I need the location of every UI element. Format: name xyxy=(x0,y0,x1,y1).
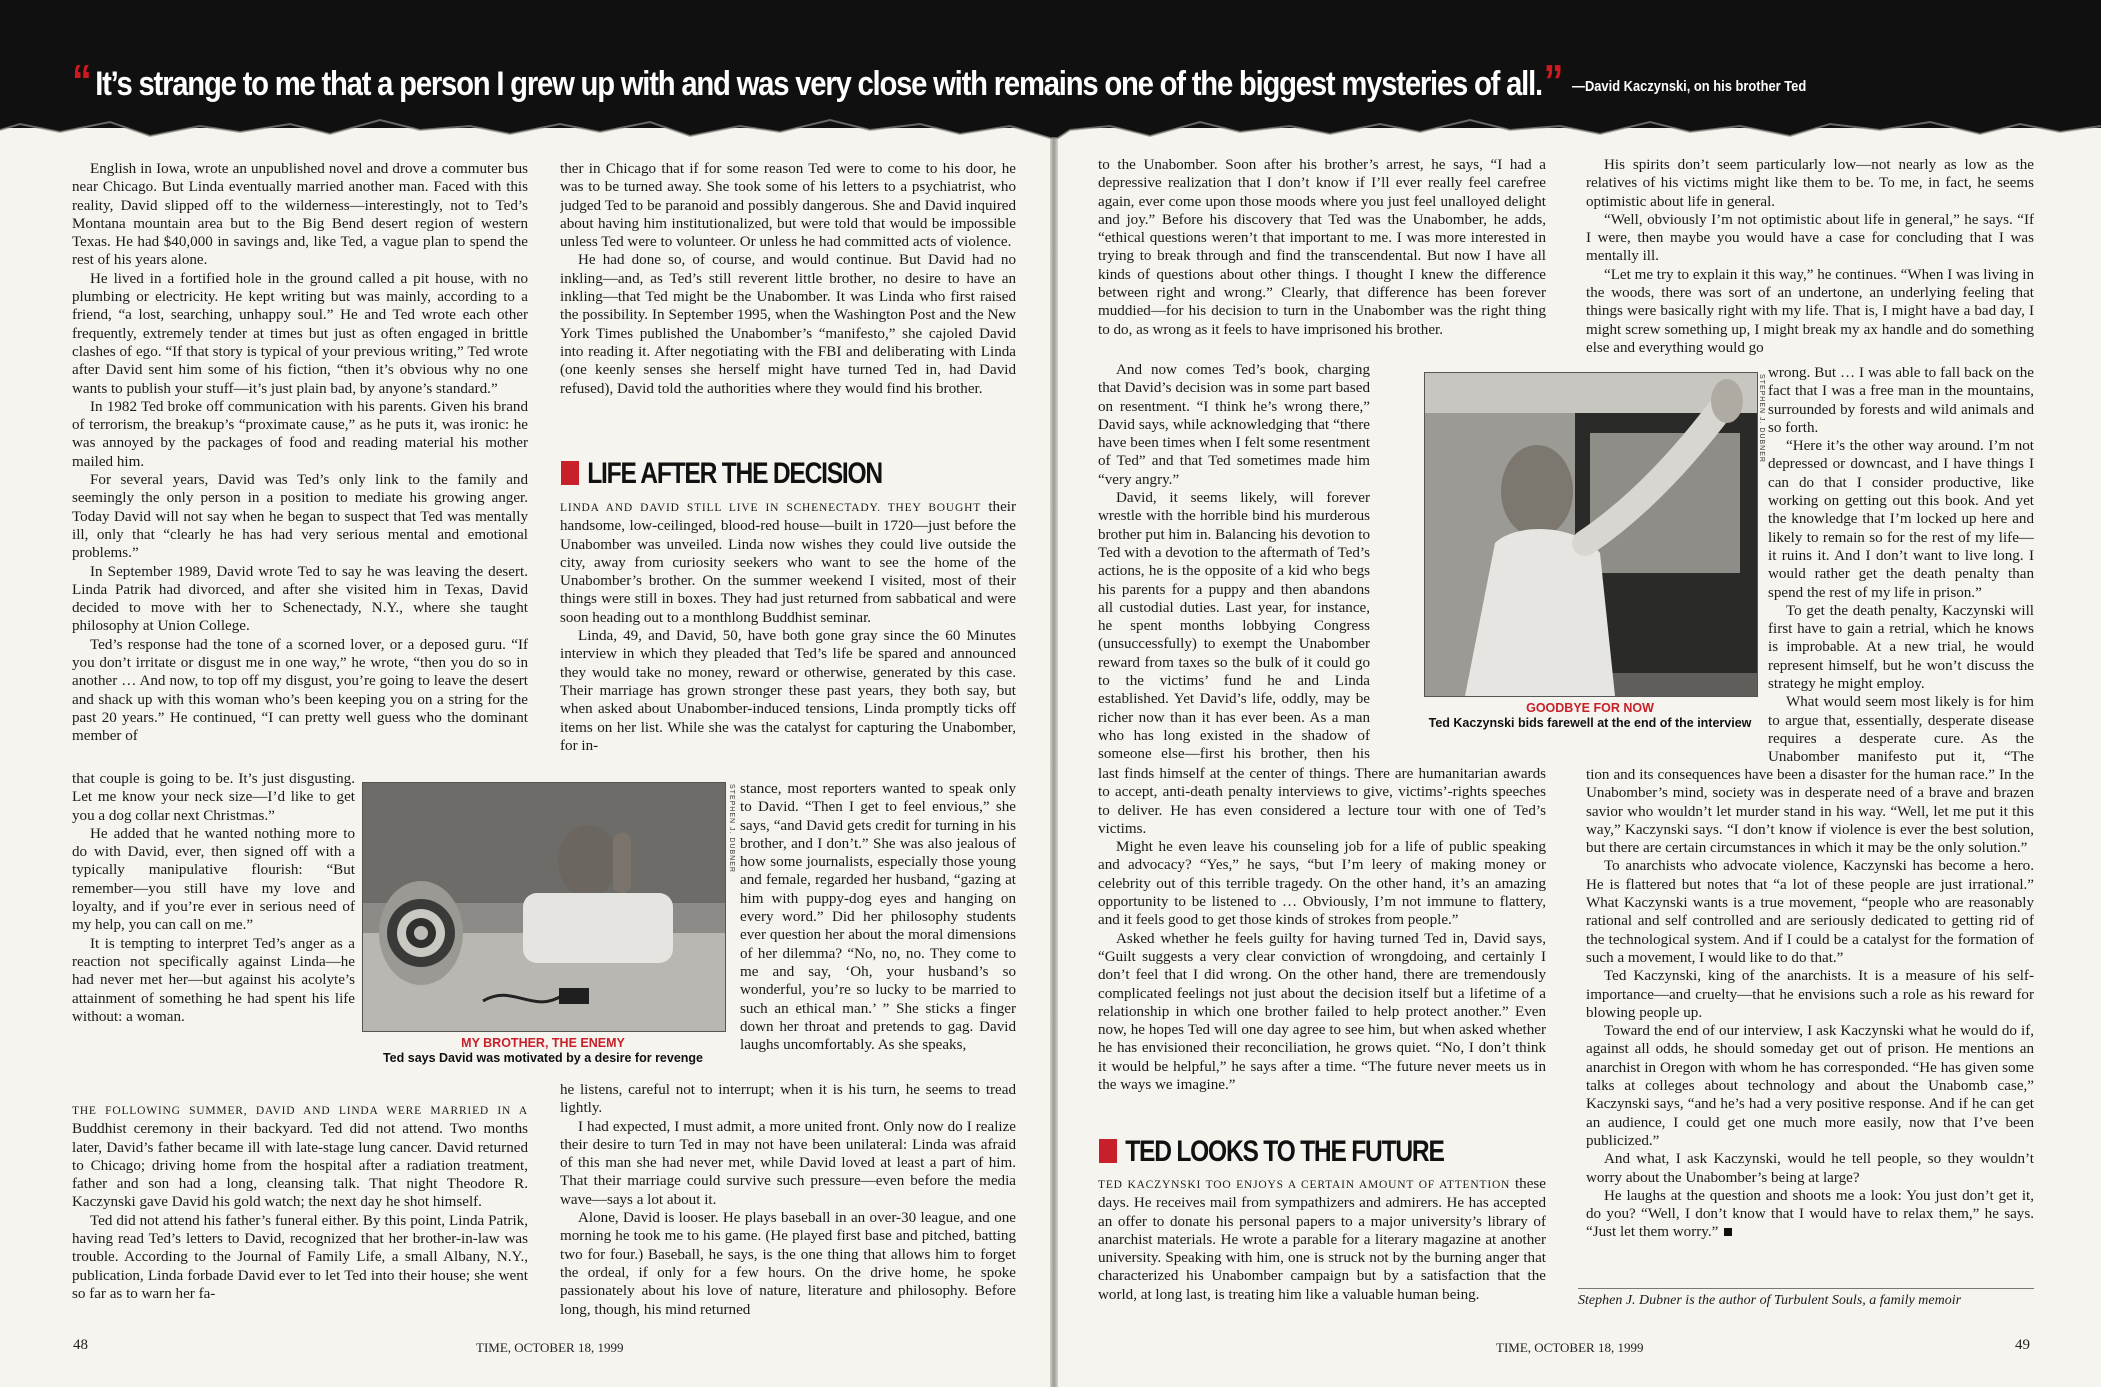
article-paragraph: wrong. But … I was able to fall back on the fact that I was a free man in the mountains, surrounded by forests and wild animals and so forth. xyxy=(1768,365,2034,436)
column-3-bottom xyxy=(1098,765,1546,1121)
caption-heading: GOODBYE FOR NOW xyxy=(1526,701,1654,715)
article-paragraph: Ted’s response had the tone of a scorned lover, or a deposed guru. “If you don’t irritate or disgust me in one way,” he wrote, “then you do so in another … And now, to top off my disgust, you’re going to leave the desert and shack up with this woman who’s been keeping you on a string for the past 20 years.” He continued, “I can pretty well guess who the dominant member of xyxy=(72,636,528,745)
pull-quote-text: It’s strange to me that a person I grew up with and was very close with remains one of the biggest mysteries of all. xyxy=(95,65,1542,103)
column-1-bottom xyxy=(72,1101,528,1329)
article-paragraph: Ted Kaczynski, king of the anarchists. It is a measure of his self-importance—and cruelty—that he envisions such a role as his reward for blowing people up. xyxy=(1586,968,2034,1021)
article-paragraph: Ted did not attend his father’s funeral either. By this point, Linda Patrik, having read Ted’s letters to David, recognized that her brother-in-law was trouble. According to the Journal of Family Life, a small Albany, N.Y., publication, Linda forbade David ever to let Ted into their house; she went so far as to warn her fa- xyxy=(72,1212,528,1302)
photo-caption xyxy=(362,1036,724,1066)
page-gutter xyxy=(1050,0,1058,1387)
torn-paper-edge xyxy=(0,112,2101,146)
article-paragraph: It is tempting to interpret Ted’s anger as a reaction not specifically against Linda—he had never met her—but against his acolyte’s attainment of something he had spent his life without: a woman. xyxy=(72,935,355,1025)
article-paragraph: To get the death penalty, Kaczynski will first have to gain a retrial, which he knows is improbable. At a new trial, he would represent himself, but he won’t discuss the strategy he might employ. xyxy=(1768,602,2034,693)
article-paragraph: His spirits don’t seem particularly low—not nearly as low as the relatives of his victims might like them to be. To me, in fact, he seems optimistic about life in general. xyxy=(1586,157,2034,210)
page-left xyxy=(0,0,1050,1387)
article-paragraph: He added that he wanted nothing more to do with David, ever, then signed off with a typically manipulative flourish: “But remember—you still have my love and loyalty, and if you’re ever in serious need of my help, you can call on me.” xyxy=(72,825,355,934)
open-quote-icon: “ xyxy=(72,55,89,107)
article-paragraph: In September 1989, David wrote Ted to say he was leaving the desert. Linda Patrik had divorced, and after she visited him in Texas, David decided to move with her to Schenectady, N.Y., where she taught philosophy at Union College. xyxy=(72,563,528,635)
article-paragraph-text: their handsome, low-ceilinged, blood-red house—built in 1720—just before the Unabomber was unveiled. Linda now wishes they could live outside the city, away from curiosity seekers who want to see the home of the Unabomber’s brother. On the summer weekend I visited, most of their things were still in boxes. They had just returned from sabbatical and were soon heading out to a monthlong Buddhist seminar. xyxy=(560,499,1016,626)
article-paragraph-text: these days. He receives mail from sympathizers and admirers. He has accepted an offer to donate his personal papers to a major university’s library of anarchist materials. He wrote a parable for a literary magazine at another university. Speaking with him, one is struck not by the burning anger that characterized his Unabomber campaign but by a satisfaction that the world, at long last, is treating him like a valuable human being. xyxy=(1098,1176,1546,1303)
article-paragraph: Alone, David is looser. He plays baseball in an over-30 league, and one morning he took me to his game. (He played first base and pitched, batting two for four.) Baseball, he says, is the one thing that allows him to forget the ordeal, if only for a few hours. On the drive home, he spoke passionately about his love of nature, literature and philosophy. Before long, though, his mind returned xyxy=(560,1210,1016,1318)
column-1-top xyxy=(72,160,528,770)
end-of-story-icon xyxy=(1724,1228,1732,1236)
article-paragraph-text: Buddhist ceremony in their backyard. Ted did not attend. Two months later, David’s father became ill with late-stage lung cancer. David returned to Chicago; driving home from the hospital after a radiation treatment, father and son had a long, cleansing talk. That night Theodore R. Kaczynski gave David his gold watch; the next day he shot himself. xyxy=(72,1121,528,1211)
article-paragraph: And now comes Ted’s book, charging that David’s decision was in some part based on resentment. “I think he’s wrong there,” David says, while acknowledging that “there have been times when I felt some resentment of Ted” and that Ted sometimes made him “very angry.” xyxy=(1098,362,1370,488)
article-paragraph: ther in Chicago that if for some reason Ted were to come to his door, he was to be turned away. She took some of his letters to a psychiatrist, who judged Ted to be paranoid and possibly dangerous. She and David inquired about having him institutionalized, but were told that would be impossible unless Ted were to volunteer. Or unless he had committed acts of violence. xyxy=(560,161,1016,251)
close-quote-icon: ” xyxy=(1543,55,1561,107)
article-paragraph: He laughs at the question and shoots me a look: You just don’t get it, do you? “Well, I don’t know that I would have to relax them,” he says. “Just let them worry.” xyxy=(1586,1187,2034,1241)
column-3-end xyxy=(1098,1175,1546,1323)
column-2-narrow xyxy=(740,780,1016,1080)
column-2-top xyxy=(560,160,1016,435)
photo-david-kaczynski xyxy=(362,782,726,1032)
article-paragraph: Linda, 49, and David, 50, have both gone gray since the 60 Minutes interview in which they pleaded that Ted’s life be spared and announced they would take no money, reward or otherwise, generated by this case. Their marriage has grown stronger these past years, they both say, but when asked about Unabomber-induced tensions, Linda promptly ticks off items on her list. While she was the catalyst for capturing the Unabomber, for in- xyxy=(560,628,1016,754)
article-paragraph: last finds himself at the center of things. There are humanitarian awards to accept, anti-death penalty interviews to give, victims’-rights speeches to deliver. He has even considered a lecture tour with one of Ted’s victims. xyxy=(1098,766,1546,837)
column-3-top xyxy=(1098,156,1546,361)
article-paragraph: He lived in a fortified hole in the ground called a pit house, with no plumbing or electricity. He kept writing but was mainly, according to a friend, “a lost, searching, unhappy soul.” He and Ted wrote each other frequently, extremely tender at times but just as often engaged in brittle clashes of ego. “If that story is typical of your previous writing,” Ted wrote after David sent him some of his fiction, “then it’s obvious why no one wants to publish your stuff—it’s just plain bad, by anyone’s standard.” xyxy=(72,270,528,397)
article-paragraph: Might he even leave his counseling job for a life of public speaking and advocacy? “Yes,” he says, “but I’m leery of making money or celebrity out of this terrible tragedy. On the other hand, it’s an amazing opportunity to be listened to … Obviously, I’m not immune to flattery, and it feels good to get those kinds of strokes from people.” xyxy=(1098,839,1546,929)
footer-dateline-right: TIME, OCTOBER 18, 1999 xyxy=(1496,1340,1644,1355)
article-paragraph: tion and its consequences have been a disaster for the human race.” In the Unabomber’s mind, society was in desperate need of a brave and brazen savior who wouldn’t let murder stand in his way. “Well, let me put it this way,” Kaczynski says. “I don’t know if violence is ever the best solution, but there are certain circumstances in which it may be the only solution.” xyxy=(1586,767,2034,857)
page-number-left: 48 xyxy=(73,1337,88,1353)
section-lead-in: TED KACZYNSKI TOO ENJOYS A CERTAIN AMOUNT OF ATTENTION xyxy=(1098,1179,1511,1191)
section-heading-ted-future: TED LOOKS TO THE FUTURE xyxy=(1099,1135,1444,1169)
column-4-narrow xyxy=(1768,364,2034,766)
article-paragraph: “Here it’s the other way around. I’m not depressed or downcast, and I have things I can do that I consider productive, like working on getting out this book. And yet the knowledge that I’m locked up here and likely to remain so for the rest of my life—it ruins it. And I don’t want to live long. I would rather get the death penalty than spend the rest of my life in prison.” xyxy=(1768,438,2034,601)
article-paragraph: For several years, David was Ted’s only link to the family and seemingly the only person in a position to mediate his growing anger. Today David will not say when he began to suspect that Ted was mentally ill, only that “clearly he has had very serious mental and emotional problems.” xyxy=(72,472,528,562)
article-paragraph: In 1982 Ted broke off communication with his parents. Given his brand of terrorism, the breakup’s “proximate cause,” as he puts it, was ironic: he was annoyed by the packages of food and reading material his mother mailed him. xyxy=(72,398,528,470)
photo-credit: STEPHEN J. DUBNER xyxy=(728,784,735,873)
page-number-right: 49 xyxy=(2015,1337,2030,1353)
column-2-bottom xyxy=(560,1081,1016,1329)
column-3-narrow xyxy=(1098,361,1370,765)
article-paragraph: stance, most reporters wanted to speak only to David. “Then I get to feel envious,” she says, “and David gets credit for turning in his brother, and I don’t.” She was also jealous of how some journalists, especially those young and female, regarded her husband, “gazing at him with puppy-dog eyes and hanging on every word.” Did her philosophy students ever question her about the moral dimensions of her dilemma? “No, no, no. They come to me and say, ‘Oh, your husband’s so wonderful, you’re so lucky to be married to such an ethical man.’ ” She sticks a finger down her throat and pretends to gag. David laughs uncomfortably. As she speaks, xyxy=(740,781,1016,1054)
photo-credit: STEPHEN J. DUBNER xyxy=(1758,374,1765,463)
footer-dateline-left: TIME, OCTOBER 18, 1999 xyxy=(476,1340,624,1355)
article-paragraph: To anarchists who advocate violence, Kaczynski has become a hero. He is flattered but notes that “a lot of these people are just irrational.” What Kaczynski wants is a true movement, “people who are reasonably rational and self controlled and are seriously dedicated to getting rid of the technological system. And if I could be a catalyst for the formation of such a movement, I would like to do that.” xyxy=(1586,858,2034,966)
column-4-bottom xyxy=(1586,766,2034,1279)
article-paragraph: English in Iowa, wrote an unpublished novel and drove a commuter bus near Chicago. But Linda eventually married another man. Faced with this reality, David slipped off to the wilderness—interestingly, not to Ted’s Montana mountain area but to the Big Bend desert region of western Texas. He had $40,000 in savings and, like Ted, a vague plan to spend the rest of his years alone. xyxy=(72,161,528,269)
article-paragraph: I had expected, I must admit, a more united front. Only now do I realize their desire to turn Ted in may not have been unilateral: Linda was afraid of this man she had never met, while David loved at least a part of him. That their marriage could survive such pressure—even before the media wave—says a lot about it. xyxy=(560,1118,1016,1208)
article-paragraph: Asked whether he feels guilty for having turned Ted in, David says, “Guilt suggests a very clear conviction of wrongdoing, and certainly I don’t feel that I did wrong. On the other hand, there are tremendously complicated feelings not just about the decision itself but a lifetime of a relationship in which one brother failed to help protect another.” Even now, he hopes Ted will one day agree to see him, but when asked whether he has envisioned their reconciliation, he grows quiet. “No, I don’t think it would be helpful,” he says after a time. “The future never meets us in the ways we imagine.” xyxy=(1098,930,1546,1094)
red-square-marker xyxy=(1099,1139,1117,1163)
article-paragraph: He had done so, of course, and would continue. But David had no inkling—and, as Ted’s still reverent little brother, no desire to have an inkling—that Ted might be the Unabomber. It was Linda who first raised the possibility. In September 1995, when the Washington Post and the New York Times published the Unabomber’s “manifesto,” she cajoled David into reading it. After negotiating with the FBI and deliberating with Linda (one keenly senses she herself might have turned Ted in, had David refused), David told the authorities where they would find his brother. xyxy=(560,252,1016,397)
article-paragraph: he listens, careful not to interrupt; when it is his turn, he seems to tread lightly. xyxy=(560,1082,1016,1117)
article-paragraph: Toward the end of our interview, I ask Kaczynski what he would do if, against all odds, he should someday get out of prison. He mentions an anarchist in Oregon with whom he has corresponded. “He has given some talks at colleges about technology and about the Unabomb case,” Kaczynski says, “and he’s had a very positive response. And if he can get an audience, I could get one much more easily, now that I’ve been publicized.” xyxy=(1586,1023,2034,1149)
article-paragraph: And what, I ask Kaczynski, would he tell people, so they wouldn’t worry about the Unabomber’s being at large? xyxy=(1586,1151,2034,1186)
red-square-marker xyxy=(561,461,579,485)
section-lead-in: LINDA AND DAVID STILL LIVE IN SCHENECTADY. THEY BOUGHT xyxy=(560,502,982,514)
caption-heading: MY BROTHER, THE ENEMY xyxy=(461,1036,625,1050)
column-4-top xyxy=(1586,156,2034,364)
photo-caption xyxy=(1424,701,1756,731)
caption-text: Ted says David was motivated by a desire for revenge xyxy=(382,1051,704,1065)
caption-text: Ted Kaczynski bids farewell at the end of the interview xyxy=(1428,716,1752,730)
column-1-narrow xyxy=(72,770,355,1082)
section-heading-life-after: LIFE AFTER THE DECISION xyxy=(561,457,882,491)
pull-quote xyxy=(72,55,1807,107)
article-paragraph: that couple is going to be. It’s just disgusting. Let me know your neck size—I’d like to get you a dog collar next Christmas.” xyxy=(72,771,355,824)
article-paragraph: What would seem most likely is for him to argue that, essentially, desperate disease requires a desperate cure. As the Unabomber manifesto put it, “The xyxy=(1768,694,2034,766)
pull-quote-attribution: —David Kaczynski, on his brother Ted xyxy=(1572,78,1807,95)
article-paragraph: to the Unabomber. Soon after his brother’s arrest, he says, “I had a depressive realization that I don’t know if I’ll ever really feel carefree again, ever come upon those moods where you just feel unalloyed delight and joy.” Before his discovery that Ted was the Unabomber, he adds, “ethical questions weren’t that important to me. I was more interested in trying to break through and find the transcendental. But now I have all kinds of questions about other things. I thought I knew the difference between right and wrong.” Clearly, that difference has been forever muddied—for his decision to turn in the Unabomber was the right thing to do, as wrong as it feels to have imprisoned his brother. xyxy=(1098,157,1546,338)
article-paragraph: “Well, obviously I’m not optimistic about life in general,” he says. “If I were, then maybe you would have a case for concluding that I was mentally ill. xyxy=(1586,211,2034,265)
article-paragraph: “Let me try to explain it this way,” he continues. “When I was living in the woods, there was sort of an undertone, an underlying feeling that things were basically right with my life. That is, I might have a bad day, I might screw something up, I might break my ax handle and do something else and everything would go xyxy=(1586,266,2034,356)
section-lead-in: THE FOLLOWING SUMMER, DAVID AND LINDA WERE MARRIED IN A xyxy=(72,1105,528,1117)
article-paragraph: David, it seems likely, will forever wrestle with the horrible bind his murderous brother put him in. Balancing his devotion to Ted with a devotion to the aftermath of Ted’s actions, he is the opposite of a kid who begs his parents for a puppy and then abandons all custodial duties. Last year, for instance, he spent months lobbying Congress (unsuccessfully) to exempt the Unabomber reward from taxes so the bulk of it could go to the victims’ fund he and Linda established. Yet David’s life, oddly, may be richer now than it has ever been. As a man who has long existed in the shadow of someone else—first his brother, then his xyxy=(1098,490,1370,763)
column-2-mid xyxy=(560,498,1016,780)
page-right xyxy=(1058,0,2101,1387)
author-bio: Stephen J. Dubner is the author of Turbulent Souls, a family memoir xyxy=(1578,1288,2034,1309)
photo-ted-kaczynski xyxy=(1424,372,1758,697)
